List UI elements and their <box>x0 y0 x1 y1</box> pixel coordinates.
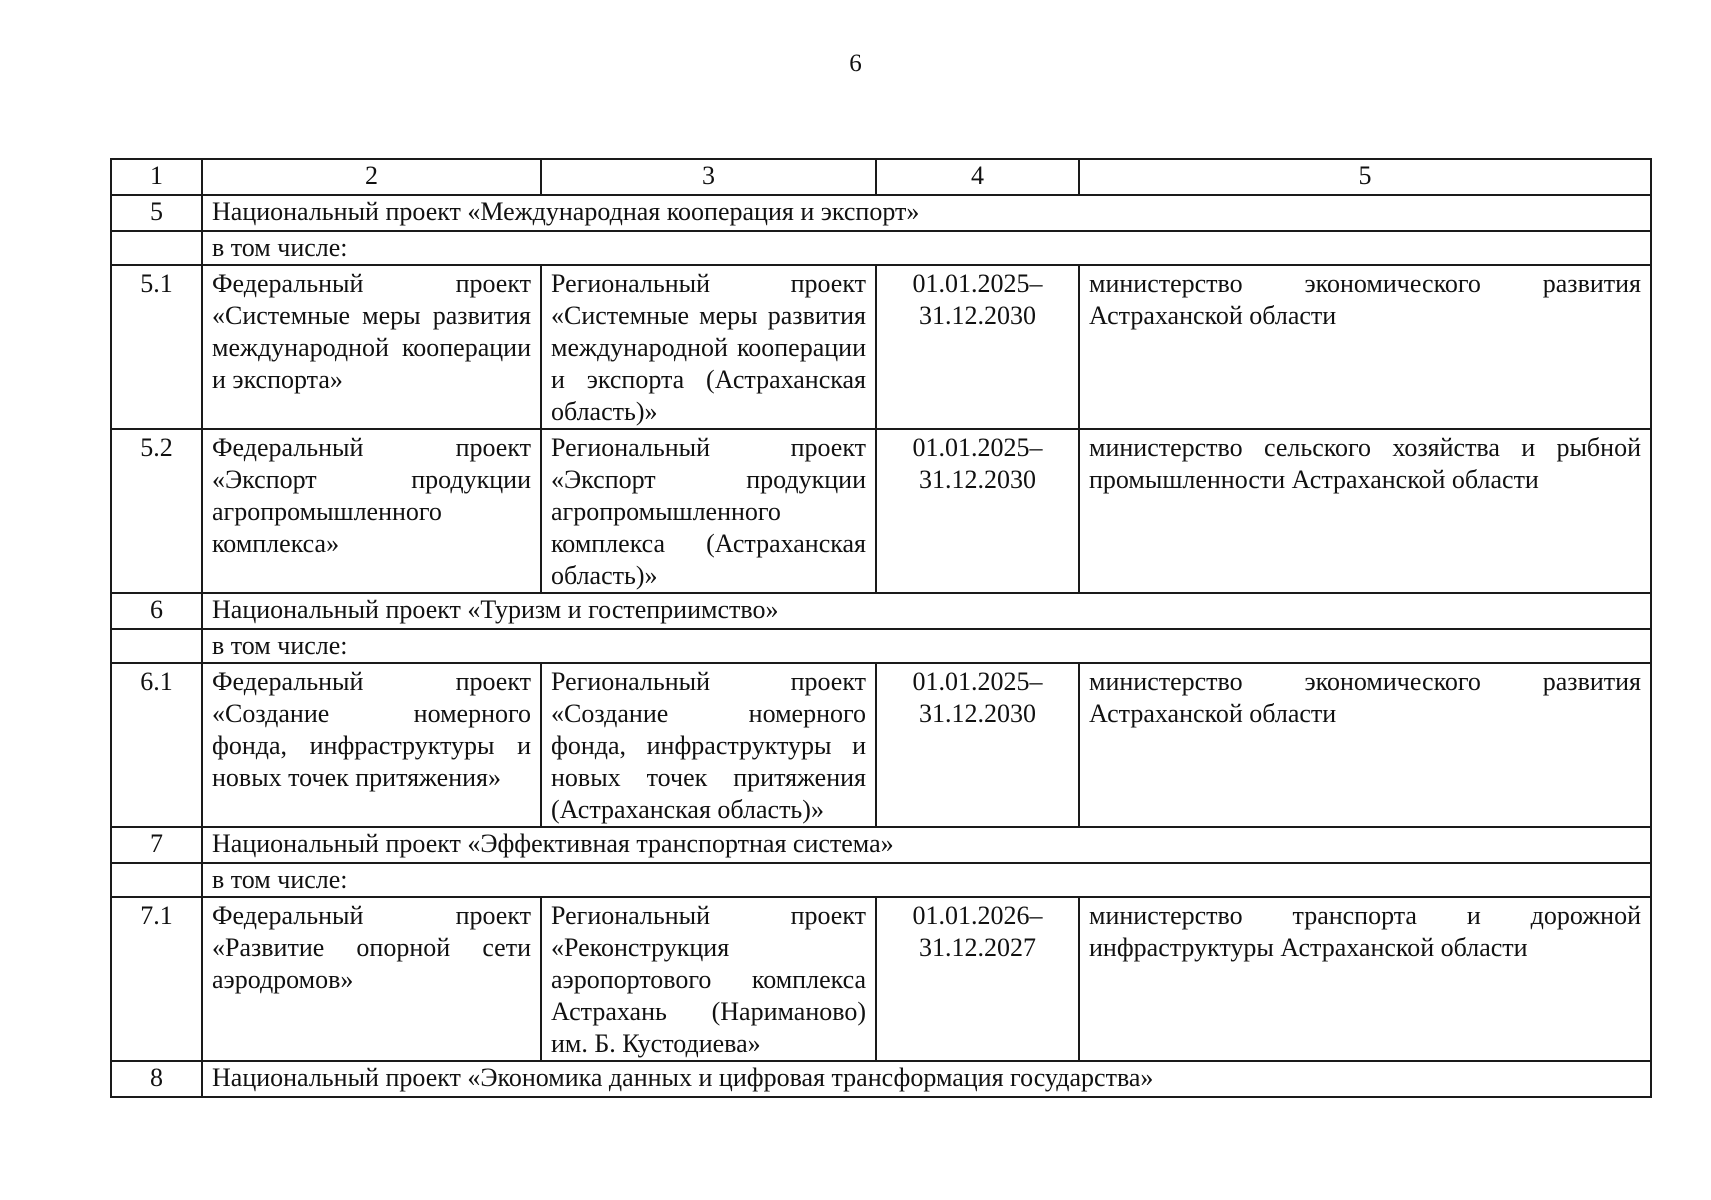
subheading-label: в том числе: <box>202 629 1651 663</box>
empty-cell <box>111 863 202 897</box>
subheading-row <box>111 231 1651 265</box>
federal-project-cell: Федеральный проект «Развитие опорной сети аэродромов» <box>202 897 541 1061</box>
row-number: 5 <box>111 195 202 231</box>
responsible-cell: министерство экономического развития Астраханской области <box>1079 265 1651 429</box>
national-project-row <box>111 827 1651 863</box>
projects-table <box>110 158 1652 1098</box>
table-header-row <box>111 159 1651 195</box>
subheading-label: в том числе: <box>202 231 1651 265</box>
national-project-row <box>111 593 1651 629</box>
row-number: 5.1 <box>111 265 202 429</box>
project-row <box>111 265 1651 429</box>
period-end: 31.12.2030 <box>919 699 1036 728</box>
project-row <box>111 663 1651 827</box>
row-number: 6 <box>111 593 202 629</box>
federal-project-cell: Федеральный проект «Системные меры развития международной кооперации и экспорта» <box>202 265 541 429</box>
header-cell: 1 <box>111 159 202 195</box>
regional-project-cell: Региональный проект «Экспорт продукции агропромышленного комплекса (Астраханская область)» <box>541 429 876 593</box>
period-cell <box>876 265 1079 429</box>
row-number: 8 <box>111 1061 202 1097</box>
row-number: 6.1 <box>111 663 202 827</box>
header-cell: 2 <box>202 159 541 195</box>
national-project-title: Национальный проект «Международная кооперация и экспорт» <box>202 195 1651 231</box>
federal-project-cell: Федеральный проект «Экспорт продукции агропромышленного комплекса» <box>202 429 541 593</box>
subheading-label: в том числе: <box>202 863 1651 897</box>
regional-project-cell: Региональный проект «Создание номерного фонда, инфраструктуры и новых точек притяжения (Астраханская область)» <box>541 663 876 827</box>
regional-project-cell: Региональный проект «Реконструкция аэропортового комплекса Астрахань (Нариманово) им. Б. Кустодиева» <box>541 897 876 1061</box>
header-cell: 4 <box>876 159 1079 195</box>
period-cell <box>876 429 1079 593</box>
header-cell: 5 <box>1079 159 1651 195</box>
row-number: 5.2 <box>111 429 202 593</box>
subheading-row <box>111 863 1651 897</box>
project-row <box>111 429 1651 593</box>
national-project-title: Национальный проект «Экономика данных и цифровая трансформация государства» <box>202 1061 1651 1097</box>
period-end: 31.12.2030 <box>919 465 1036 494</box>
period-end: 31.12.2030 <box>919 301 1036 330</box>
row-number: 7.1 <box>111 897 202 1061</box>
row-number: 7 <box>111 827 202 863</box>
responsible-cell: министерство экономического развития Астраханской области <box>1079 663 1651 827</box>
national-project-row <box>111 1061 1651 1097</box>
period-start: 01.01.2025– <box>912 433 1043 462</box>
empty-cell <box>111 629 202 663</box>
page-number: 6 <box>849 50 862 77</box>
period-end: 31.12.2027 <box>919 933 1036 962</box>
responsible-cell: министерство сельского хозяйства и рыбной промышленности Астраханской области <box>1079 429 1651 593</box>
project-row <box>111 897 1651 1061</box>
responsible-cell: министерство транспорта и дорожной инфраструктуры Астраханской области <box>1079 897 1651 1061</box>
national-project-title: Национальный проект «Эффективная транспортная система» <box>202 827 1651 863</box>
period-cell <box>876 663 1079 827</box>
header-cell: 3 <box>541 159 876 195</box>
period-start: 01.01.2026– <box>912 901 1043 930</box>
national-project-title: Национальный проект «Туризм и гостеприимство» <box>202 593 1651 629</box>
period-start: 01.01.2025– <box>912 667 1043 696</box>
federal-project-cell: Федеральный проект «Создание номерного фонда, инфраструктуры и новых точек притяжения» <box>202 663 541 827</box>
subheading-row <box>111 629 1651 663</box>
national-project-row <box>111 195 1651 231</box>
regional-project-cell: Региональный проект «Системные меры развития международной кооперации и экспорта (Астраханская область)» <box>541 265 876 429</box>
period-start: 01.01.2025– <box>912 269 1043 298</box>
empty-cell <box>111 231 202 265</box>
period-cell <box>876 897 1079 1061</box>
